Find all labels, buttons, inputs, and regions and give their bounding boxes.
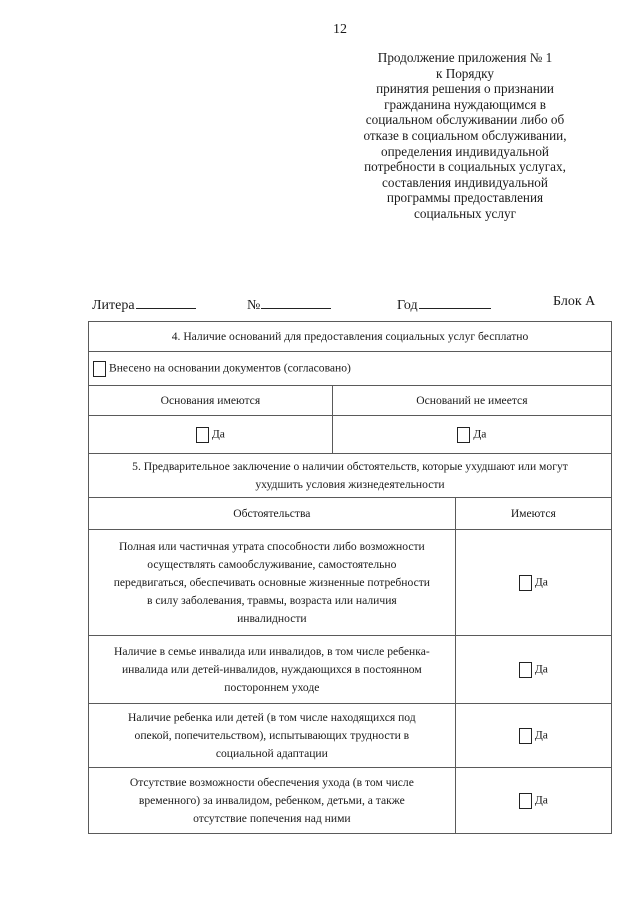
circumstance-present-cell <box>455 768 611 834</box>
number-field[interactable] <box>247 294 331 314</box>
circumstance-present-cell <box>455 530 611 636</box>
circumstance-line: Полная или частичная утрата способности либо возможности <box>118 539 425 553</box>
litera-label: Литера <box>92 298 135 313</box>
circumstance-text <box>89 636 456 704</box>
circumstance-line: в силу заболевания, травмы, возраста или наличия <box>146 593 397 607</box>
circumstance-line: отсутствие попечения над ними <box>193 811 351 825</box>
block-label: Блок А <box>553 294 596 309</box>
circumstance-line: инвалидности <box>237 611 307 625</box>
circumstance-2-checkbox[interactable] <box>519 662 532 678</box>
section5-title-line: ухудшить условия жизнедеятельности <box>255 477 445 491</box>
section5-title-line: 5. Предварительное заключение о наличии обстоятельств, которые ухудшают или могут <box>132 459 568 473</box>
year-field[interactable] <box>397 294 491 314</box>
grounds-absent-option-label: Да <box>473 427 487 441</box>
appendix-line: составления индивидуальной <box>382 174 548 190</box>
circumstance-option-label: Да <box>534 575 548 589</box>
circumstance-present-cell <box>455 704 611 768</box>
circumstance-line: постороннем уходе <box>224 680 320 694</box>
appendix-line: социальных услуг <box>414 205 516 221</box>
circumstance-line: передвигаться, обеспечивать основные жизненные потребности <box>113 575 431 589</box>
circumstance-line: Наличие в семье инвалида или инвалидов, в том числе ребенка- <box>113 644 430 658</box>
circumstance-option-label: Да <box>534 728 548 742</box>
appendix-line: программы предоставления <box>386 190 544 206</box>
appendix-line: социальном обслуживании либо об <box>365 112 565 128</box>
appendix-line: гражданина нуждающимся в <box>384 96 546 112</box>
appendix-line: потребности в социальных услугах, <box>364 159 566 175</box>
circumstance-option-label: Да <box>534 662 548 676</box>
appendix-line: определения индивидуальной <box>381 143 549 159</box>
litera-blank[interactable] <box>136 294 196 309</box>
number-label: № <box>247 298 261 313</box>
circumstance-line: Отсутствие возможности обеспечения ухода (в том числе <box>129 775 414 789</box>
documents-row <box>89 352 612 386</box>
circumstance-line: временного) за инвалидом, ребенком, детьми, а также <box>138 793 405 807</box>
grounds-present-header: Основания имеются <box>89 386 333 416</box>
appendix-line: отказе в социальном обслуживании, <box>363 127 567 143</box>
year-label: Год <box>397 298 418 313</box>
year-blank[interactable] <box>419 294 491 309</box>
circumstance-text <box>89 704 456 768</box>
circumstance-4-checkbox[interactable] <box>519 793 532 809</box>
page-number: 12 <box>333 22 347 37</box>
circumstance-line: Наличие ребенка или детей (в том числе находящихся под <box>128 710 416 724</box>
circumstance-1-checkbox[interactable] <box>519 575 532 591</box>
form-meta-row <box>92 294 604 314</box>
circumstance-text <box>89 530 456 636</box>
number-blank[interactable] <box>261 294 331 309</box>
circumstance-3-checkbox[interactable] <box>519 728 532 744</box>
section5-title <box>89 454 612 498</box>
circumstance-line: осуществлять самообслуживание, самостоятельно <box>147 557 397 571</box>
grounds-absent-cell <box>332 416 611 454</box>
circumstance-option-label: Да <box>534 793 548 807</box>
grounds-present-option-label: Да <box>211 427 225 441</box>
form-table <box>88 321 612 834</box>
present-header: Имеются <box>455 498 611 530</box>
appendix-header <box>340 50 590 222</box>
grounds-present-cell <box>89 416 333 454</box>
section4-title: 4. Наличие оснований для предоставления социальных услуг бесплатно <box>89 322 612 352</box>
circumstance-line: социальной адаптации <box>215 746 328 760</box>
grounds-absent-header: Оснований не имеется <box>332 386 611 416</box>
litera-field[interactable] <box>92 294 196 314</box>
circumstances-header: Обстоятельства <box>89 498 456 530</box>
circumstance-present-cell <box>455 636 611 704</box>
appendix-line: Продолжение приложения № 1 <box>377 50 553 65</box>
grounds-absent-checkbox[interactable] <box>457 427 470 443</box>
appendix-line: принятия решения о признании <box>376 81 554 97</box>
documents-checkbox[interactable] <box>93 361 106 377</box>
circumstance-line: опекой, попечительством), испытывающих трудности в <box>134 728 410 742</box>
grounds-present-checkbox[interactable] <box>196 427 209 443</box>
circumstance-text <box>89 768 456 834</box>
documents-checkbox-label: Внесено на основании документов (согласовано) <box>109 361 351 375</box>
appendix-line: к Порядку <box>435 65 494 81</box>
circumstance-line: инвалида или детей-инвалидов, нуждающихся в постоянном <box>121 662 422 676</box>
